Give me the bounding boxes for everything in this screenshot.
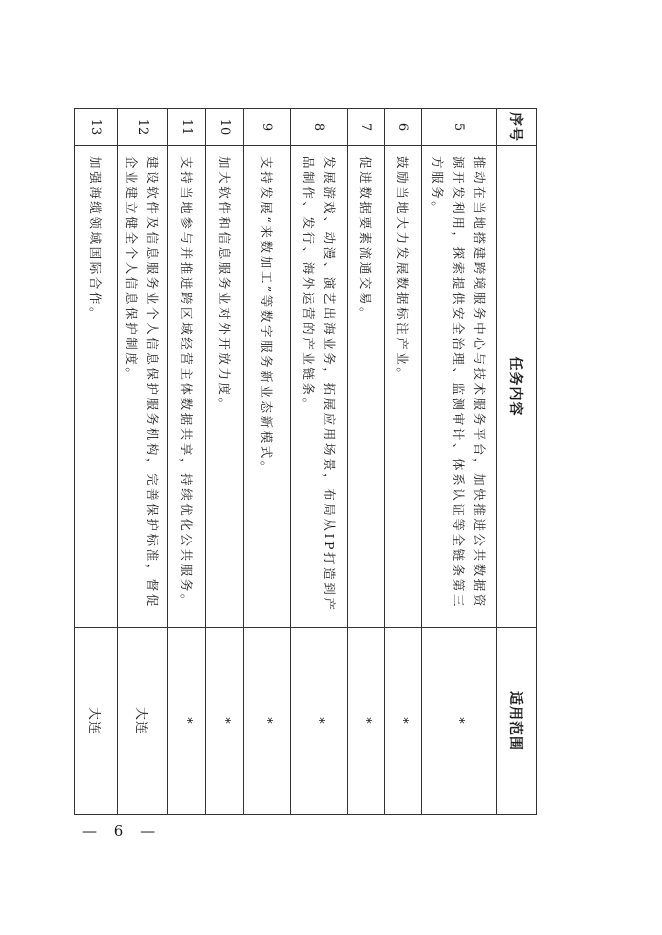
table-row [244,109,291,815]
row-scope: 大连 [118,628,168,815]
row-task: 支持发展“来数加工”等数字服务新业态新模式。 [244,146,291,628]
row-task: 推动在当地搭建跨境服务中心与技术服务平台，加快推进公共数据资源开发利用，探索提供安全治理、监测审计、体系认证等全链条第三方服务。 [422,146,497,628]
row-task: 加大软件和信息服务业对外开放力度。 [206,146,244,628]
row-number: 12 [118,109,168,146]
row-task: 促进数据要素流通交易。 [348,146,385,628]
row-scope: * [244,628,291,815]
table-header-row [497,109,537,815]
row-scope: * [168,628,206,815]
row-number: 9 [244,109,291,146]
table-row [75,109,118,815]
table-row [168,109,206,815]
row-number: 11 [168,109,206,146]
row-task: 建设软件及信息服务业个人信息保护服务机构，完善保护标准，督促企业建立健全个人信息保护制度。 [118,146,168,628]
row-task: 鼓励当地大力发展数据标注产业。 [385,146,422,628]
page-number: — 6 — [82,822,162,840]
header-task: 任务内容 [497,146,537,628]
table-row [118,109,168,815]
header-no: 序号 [497,109,537,146]
row-scope: * [206,628,244,815]
task-table [74,108,537,815]
table-row [291,109,348,815]
table-row [348,109,385,815]
row-task: 支持当地参与并推进跨区域经营主体数据共享，持续优化公共服务。 [168,146,206,628]
table-row [385,109,422,815]
row-number: 7 [348,109,385,146]
header-scope: 适用范围 [497,628,537,815]
table-row [206,109,244,815]
row-number: 6 [385,109,422,146]
row-task: 加强海缆领域国际合作。 [75,146,118,628]
row-number: 10 [206,109,244,146]
row-number: 8 [291,109,348,146]
row-scope: * [385,628,422,815]
row-scope: * [348,628,385,815]
table-row [422,109,497,815]
row-scope: 大连 [75,628,118,815]
task-table-container [78,108,537,814]
row-scope: * [422,628,497,815]
row-task: 发展游戏、动漫、演艺出海业务，拓展应用场景，布局从IP打造到产品制作、发行、海外运营的产业链条。 [291,146,348,628]
row-number: 13 [75,109,118,146]
row-number: 5 [422,109,497,146]
row-scope: * [291,628,348,815]
